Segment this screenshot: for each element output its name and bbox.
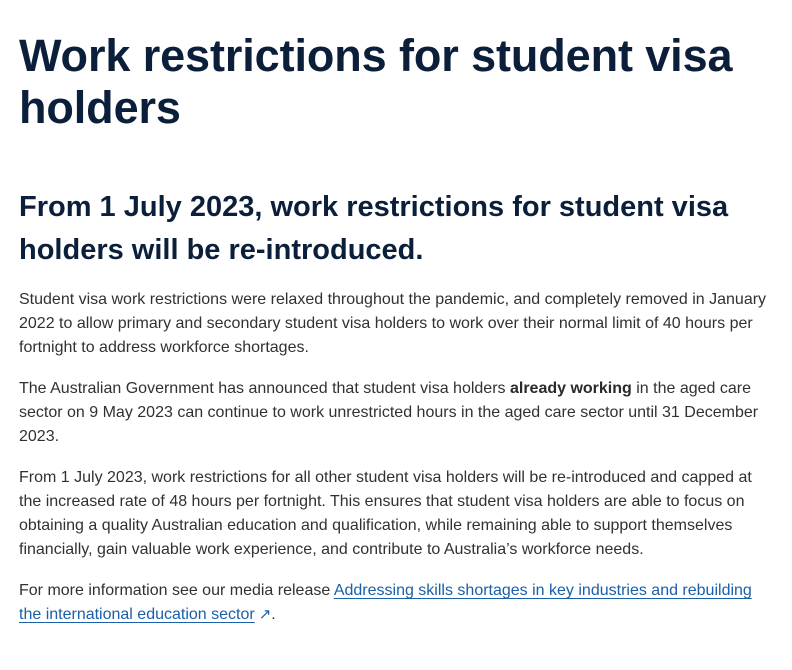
- paragraph-relaxed-restrictions: Student visa work restrictions were relaxed throughout the pandemic, and completely removed in January 2022 to allow primary and secondary student visa holders to work over their normal limit of 40 hours per fortnight to address workforce shortages.: [19, 291, 767, 356]
- more-info-suffix: .: [271, 606, 276, 623]
- paragraph-aged-care: [19, 377, 772, 449]
- page-title: Work restrictions for student visa holders: [19, 30, 733, 133]
- already-working-emphasis: already working: [509, 380, 632, 397]
- media-release-link-text[interactable]: Addressing skills shortages in key industries and rebuilding the international education sector: [19, 582, 752, 623]
- external-link-icon[interactable]: ↗: [258, 606, 272, 623]
- more-info-prefix: For more information see our media release: [19, 582, 334, 599]
- paragraph-more-information: [19, 579, 772, 627]
- paragraph-aged-care-after: in the aged care sector on 9 May 2023 can continue to work unrestricted hours in the aged care sector until 31 December 2023.: [19, 380, 759, 445]
- paragraph-aged-care-before: The Australian Government has announced that student visa holders: [19, 380, 510, 397]
- section-subheading: From 1 July 2023, work restrictions for student visa holders will be re-introduced.: [19, 191, 729, 266]
- paragraph-reintroduced-cap: From 1 July 2023, work restrictions for all other student visa holders will be re-introduced and capped at the increased rate of 48 hours per fortnight. This ensures that student visa holders are able to focus on obtaining a quality Australian education and qualification, while remaining able to support themselves financially, gain valuable work experience, and contribute to Australia’s workforce needs.: [19, 469, 752, 558]
